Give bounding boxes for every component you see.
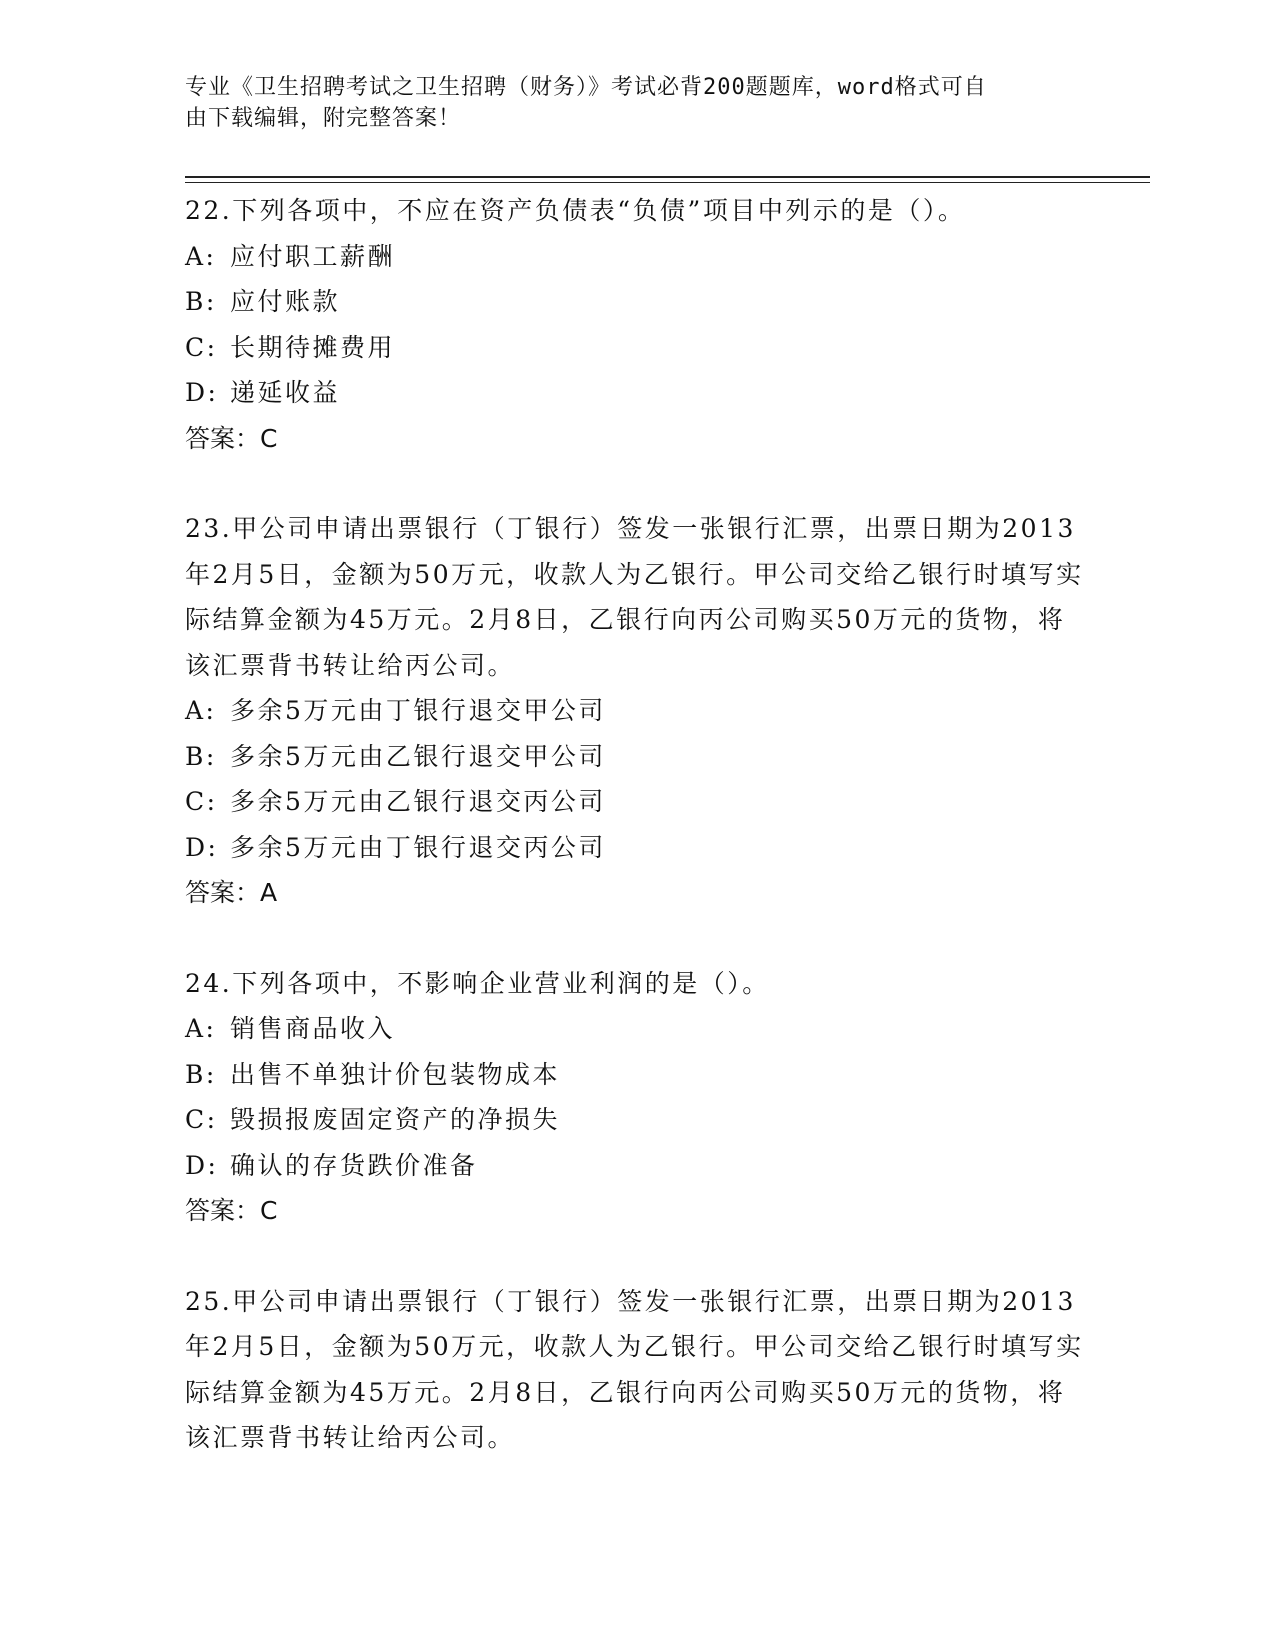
option-a (185, 688, 1085, 734)
option-text: 出售不单独计价包装物成本 (230, 1059, 561, 1089)
question-gap (185, 1234, 1085, 1279)
answer-label: 答案： (185, 423, 261, 453)
option-text: 递延收益 (230, 378, 341, 407)
option-letter: B: (185, 741, 217, 771)
option-text: 多余5万元由丁银行退交甲公司 (230, 696, 606, 725)
answer-value: C (260, 423, 278, 453)
option-text: 多余5万元由乙银行退交丙公司 (230, 787, 606, 816)
header-line-1: 专业《卫生招聘考试之卫生招聘（财务）》考试必背200题题库，word格式可自 (185, 75, 987, 100)
option-letter: A: (185, 241, 217, 271)
option-text: 确认的存货跌价准备 (230, 1150, 478, 1180)
option-letter: C: (185, 787, 218, 816)
question-text: 22.下列各项中，不应在资产负债表“负债”项目中列示的是（）。 (185, 196, 966, 225)
option-d (185, 1143, 1085, 1189)
document-header (185, 72, 1065, 134)
option-d (185, 825, 1085, 871)
option-letter: A: (185, 1014, 217, 1043)
question-25 (185, 1279, 1085, 1461)
answer-line (185, 416, 1085, 462)
answer-line (185, 870, 1085, 916)
option-a (185, 234, 1085, 280)
question-text: 23.甲公司申请出票银行（丁银行）签发一张银行汇票，出票日期为2013年2月5日，金额为50万元，收款人为乙银行。甲公司交给乙银行时填写实际结算金额为45万元。2月8日，乙银行向丙公司购买50万元的货物，将该汇票背书转让给丙公司。 (185, 514, 1084, 680)
option-text: 多余5万元由乙银行退交甲公司 (230, 741, 606, 771)
question-22 (185, 188, 1085, 461)
option-c (185, 1097, 1085, 1143)
option-b (185, 734, 1085, 780)
header-rule-thin (185, 182, 1150, 183)
option-letter: B: (185, 1059, 217, 1089)
option-text: 多余5万元由丁银行退交丙公司 (230, 832, 606, 862)
question-text: 25.甲公司申请出票银行（丁银行）签发一张银行汇票，出票日期为2013年2月5日，金额为50万元，收款人为乙银行。甲公司交给乙银行时填写实际结算金额为45万元。2月8日，乙银行向丙公司购买50万元的货物，将该汇票背书转让给丙公司。 (185, 1286, 1084, 1452)
header-rule-thick (185, 176, 1150, 178)
question-gap (185, 916, 1085, 961)
answer-label: 答案： (185, 1196, 261, 1225)
question-gap (185, 461, 1085, 506)
option-letter: A: (185, 696, 217, 725)
question-23 (185, 506, 1085, 916)
question-24 (185, 961, 1085, 1234)
option-text: 销售商品收入 (230, 1014, 396, 1043)
option-b (185, 279, 1085, 325)
option-text: 应付职工薪酬 (230, 241, 396, 271)
question-text: 24.下列各项中，不影响企业营业利润的是（）。 (185, 968, 770, 998)
option-letter: B: (185, 287, 217, 316)
option-text: 毁损报废固定资产的净损失 (230, 1105, 561, 1134)
option-c (185, 325, 1085, 371)
option-c (185, 779, 1085, 825)
answer-value: A (260, 878, 278, 907)
answer-line (185, 1188, 1085, 1234)
option-letter: C: (185, 332, 218, 362)
option-text: 应付账款 (230, 287, 341, 316)
option-a (185, 1006, 1085, 1052)
answer-value: C (260, 1196, 278, 1225)
option-letter: D: (185, 1150, 219, 1180)
option-letter: D: (185, 378, 219, 407)
option-text: 长期待摊费用 (230, 332, 396, 362)
option-letter: D: (185, 832, 219, 862)
question-list (185, 188, 1085, 1461)
option-d (185, 370, 1085, 416)
answer-label: 答案： (185, 878, 261, 907)
header-line-2: 由下载编辑，附完整答案！ (185, 106, 462, 131)
option-letter: C: (185, 1105, 218, 1134)
option-b (185, 1052, 1085, 1098)
